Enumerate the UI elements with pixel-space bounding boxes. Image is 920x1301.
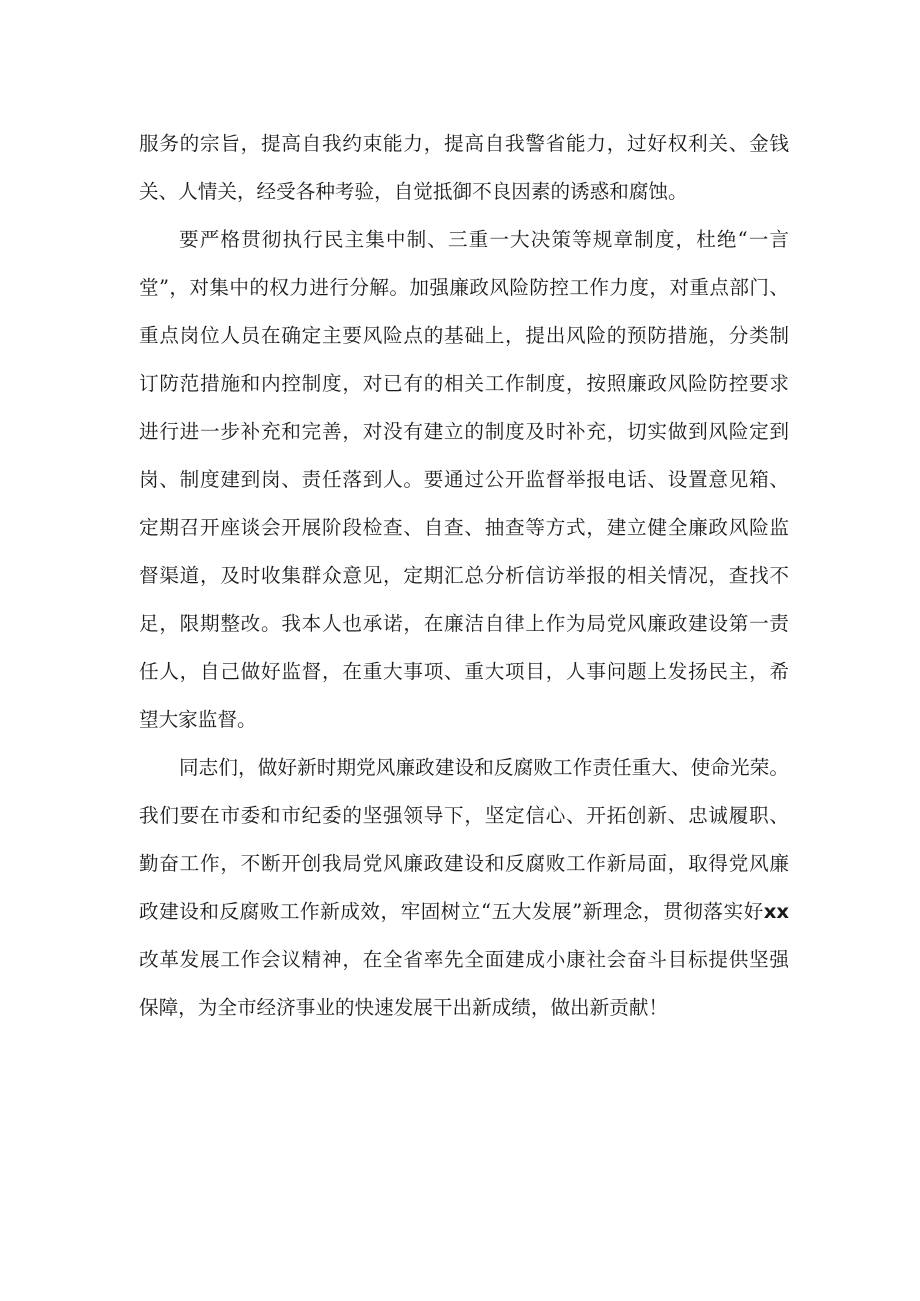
text-line: 重点岗位人员在确定主要风险点的基础上，提出风险的预防措施，分类制 — [139, 324, 789, 347]
text-line: 足，限期整改。我本人也承诺，在廉洁自律上作为局党风廉政建设第一责 — [139, 612, 789, 635]
text-line: 任人，自己做好监督，在重大事项、重大项目，人事问题上发扬民主，希 — [139, 660, 789, 683]
text-line-with-bold — [139, 888, 789, 936]
text-line: 勤奋工作，不断开创我局党风廉政建设和反腐败工作新局面，取得党风廉 — [139, 852, 789, 875]
document-body — [139, 120, 789, 1032]
bold-placeholder-word: xx — [763, 900, 789, 923]
text-line: 我们要在市委和市纪委的坚强领导下，坚定信心、开拓创新、忠诚履职、 — [139, 804, 789, 827]
text-line: 望大家监督。 — [139, 708, 257, 731]
text-line: 服务的宗旨，提高自我约束能力，提高自我警省能力，过好权利关、金钱 — [139, 132, 789, 155]
text-line: 督渠道，及时收集群众意见，定期汇总分析信访举报的相关情况，查找不 — [139, 564, 789, 587]
text-line: 同志们，做好新时期党风廉政建设和反腐败工作责任重大、使命光荣。 — [179, 756, 789, 779]
text-segment: 政建设和反腐败工作新成效，牢固树立“五大发展”新理念，贯彻落实好 — [139, 900, 764, 923]
text-line: 要严格贯彻执行民主集中制、三重一大决策等规章制度，杜绝“一言 — [179, 228, 789, 251]
text-line: 岗、制度建到岗、责任落到人。要通过公开监督举报电话、设置意见箱、 — [139, 468, 789, 491]
text-line: 堂”，对集中的权力进行分解。加强廉政风险防控工作力度，对重点部门、 — [139, 276, 789, 299]
text-line: 定期召开座谈会开展阶段检查、自查、抽查等方式，建立健全廉政风险监 — [139, 516, 789, 539]
text-line: 进行进一步补充和完善，对没有建立的制度及时补充，切实做到风险定到 — [139, 420, 789, 443]
text-line: 订防范措施和内控制度，对已有的相关工作制度，按照廉政风险防控要求 — [139, 372, 789, 395]
text-line: 关、人情关，经受各种考验，自觉抵御不良因素的诱惑和腐蚀。 — [139, 180, 688, 203]
text-line: 保障，为全市经济事业的快速发展干出新成绩，做出新贡献！ — [139, 996, 669, 1019]
text-line: 改革发展工作会议精神，在全省率先全面建成小康社会奋斗目标提供坚强 — [139, 948, 789, 971]
